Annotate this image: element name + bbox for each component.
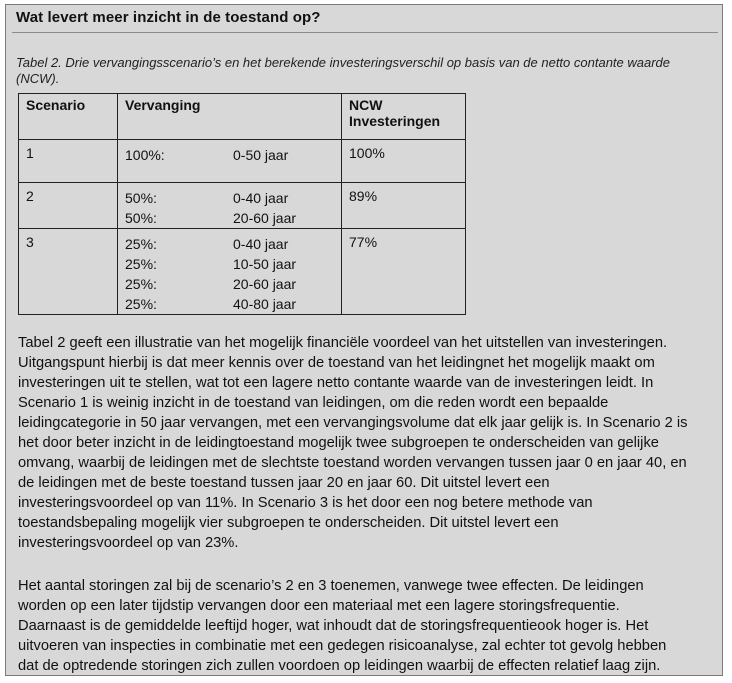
paragraph-line: investeringen uit te stellen, wat tot een lagere netto contante waarde van de investeringen leidt. In [18, 375, 654, 391]
paragraph-line: omvang, waarbij de leidingen met de slechtste toestand worden vervangen tussen jaar 0 en jaar 40, en [18, 455, 687, 471]
paragraph-line: Uitgangspunt hierbij is dat meer kennis over de toestand van het leidingnet het mogelijk maakt om [18, 355, 655, 371]
paragraph-line: leidingcategorie in 50 jaar vervangen, met een vervangingsvolume dat elk jaar gelijk is. In Scenario 2 is [18, 415, 688, 431]
header-vervanging: Vervanging [118, 94, 342, 140]
vervanging-pct: 50%: [125, 210, 157, 226]
table-row [19, 183, 466, 229]
cell-vervanging [118, 229, 342, 315]
scenario-number: 1 [26, 145, 34, 161]
vervanging-pct: 25%: [125, 296, 157, 312]
paragraph-line: uitvoeren van inspecties in combinatie met een gedegen risicoanalyse, zal echter tot gevolg hebben [18, 638, 667, 654]
vervanging-period: 20-60 jaar [233, 210, 297, 226]
paragraph-line: het door beter inzicht in de leidingtoestand mogelijk twee subgroepen te onderscheiden van gelijke [18, 435, 659, 451]
header-ncw-line2: Investeringen [349, 113, 441, 129]
paragraph-line: Scenario 1 is weinig inzicht in de toestand van leidingen, om die reden wordt een bepaalde [18, 395, 609, 411]
ncw-value: 89% [349, 188, 378, 204]
cell-vervanging [118, 183, 342, 229]
vervanging-line [125, 274, 341, 294]
cell-ncw [342, 183, 466, 229]
paragraph-line: dat de optredende storingen zich zullen voordoen op leidingen waarbij de effecten relatief laag zijn. [18, 658, 661, 674]
vervanging-period: 40-80 jaar [233, 296, 297, 312]
text-box [5, 4, 723, 676]
vervanging-line [125, 188, 341, 208]
vervanging-pct: 25%: [125, 276, 157, 292]
vervanging-line [125, 145, 341, 165]
scenario-number: 3 [26, 234, 34, 250]
heading-divider [12, 32, 718, 33]
paragraph-line: de leidingen met de beste toestand tussen jaar 20 en jaar 60. Dit uitstel levert een [18, 475, 550, 491]
cell-ncw [342, 140, 466, 183]
cell-ncw [342, 229, 466, 315]
vervanging-line [125, 208, 341, 228]
vervanging-line [125, 234, 341, 254]
vervanging-period: 0-40 jaar [233, 190, 289, 206]
ncw-value: 77% [349, 234, 378, 250]
scenario-table [18, 93, 466, 315]
table-row [19, 140, 466, 183]
ncw-value: 100% [349, 145, 385, 161]
paragraph-line: investeringsvoordeel op van 23%. [18, 535, 239, 551]
header-scenario: Scenario [19, 94, 118, 140]
header-ncw [342, 94, 466, 140]
paragraph-line: investeringsvoordeel op van 11%. In Scenario 3 is het door een nog betere methode van [18, 495, 593, 511]
paragraph-explanation [18, 333, 718, 553]
cell-scenario [19, 140, 118, 183]
paragraph-line: worden op een later tijdstip vervangen door een materiaal met een lagere storingsfrequentie. [18, 598, 620, 614]
cell-vervanging [118, 140, 342, 183]
vervanging-line [125, 254, 341, 274]
box-heading: Wat levert meer inzicht in de toestand op? [16, 9, 321, 26]
cell-scenario [19, 183, 118, 229]
table-row [19, 229, 466, 315]
vervanging-period: 0-40 jaar [233, 236, 289, 252]
vervanging-period: 0-50 jaar [233, 147, 289, 163]
table-caption: Tabel 2. Drie vervangingsscenario’s en het berekende investeringsverschil op basis van de netto contante waarde (NCW). [16, 55, 671, 86]
paragraph-line: Tabel 2 geeft een illustratie van het mogelijk financiële voordeel van het uitstellen van investeringen. [18, 335, 668, 351]
table-header-row [19, 94, 466, 140]
paragraph-line: toestandsbepaling mogelijk vier subgroepen te onderscheiden. Dit uitstel levert een [18, 515, 559, 531]
vervanging-pct: 25%: [125, 256, 157, 272]
vervanging-period: 20-60 jaar [233, 276, 297, 292]
scenario-number: 2 [26, 188, 34, 204]
paragraph-line: Daarnaast is de gemiddelde leeftijd hoger, wat inhoudt dat de storingsfrequentieook hoger is. Het [18, 618, 649, 634]
vervanging-period: 10-50 jaar [233, 256, 297, 272]
paragraph-line: Het aantal storingen zal bij de scenario’s 2 en 3 toenemen, vanwege twee effecten. De leidingen [18, 578, 644, 594]
header-ncw-line1: NCW [349, 97, 383, 113]
vervanging-pct: 25%: [125, 236, 157, 252]
vervanging-pct: 100%: [125, 147, 165, 163]
vervanging-line [125, 294, 341, 314]
paragraph-storingen [18, 576, 718, 676]
cell-scenario [19, 229, 118, 315]
vervanging-pct: 50%: [125, 190, 157, 206]
